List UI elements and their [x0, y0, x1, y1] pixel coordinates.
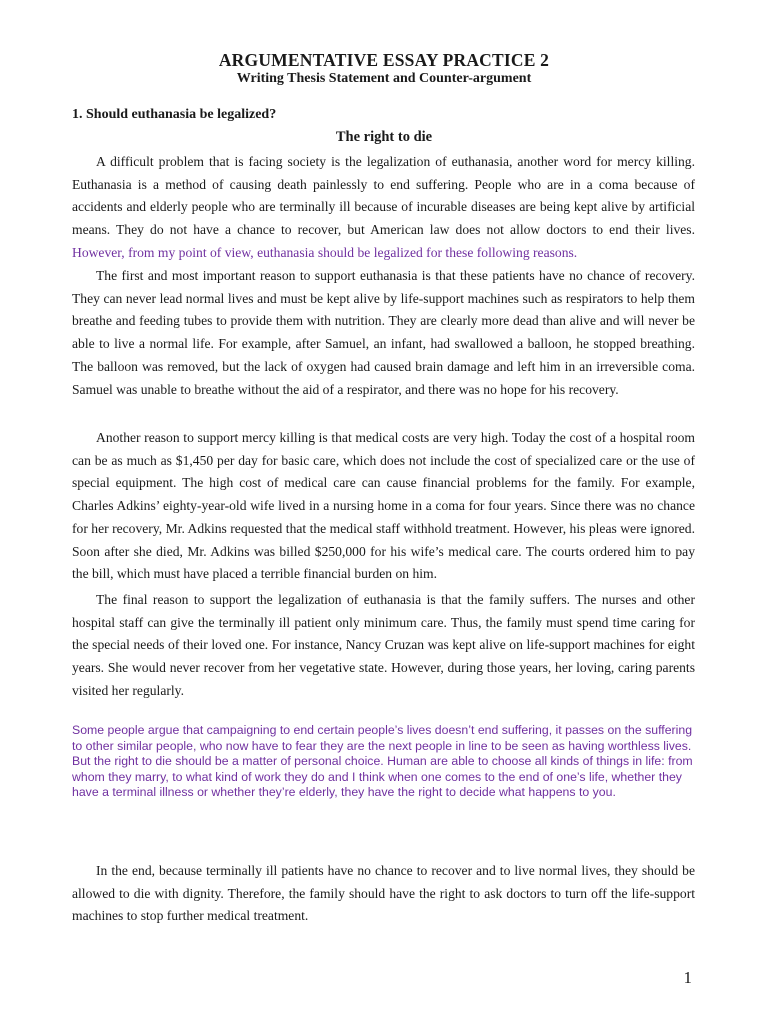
- document-subtitle: Writing Thesis Statement and Counter-argument: [236, 71, 532, 86]
- body-paragraph-3-text: The final reason to support the legalization of euthanasia is that the family suffers. The nurses and other hospital staff can give the terminally ill patient only minimum care. Thus, the family must spend time caring for the special needs of their loved one. For instance, Nancy Cruzan was kept alive on life-support machines for eight years. She would never recover from her vegetative state. However, during those years, her loving, caring parents visited her regularly.: [72, 592, 695, 698]
- body-paragraph-1: [72, 265, 695, 401]
- conclusion-text: In the end, because terminally ill patients have no chance to recover and to live normal lives, they should be allowed to die with dignity. Therefore, the family should have the right to ask doctors to turn off the life-support machines to stop further medical treatment.: [72, 863, 695, 924]
- body-paragraph-1-text: The first and most important reason to support euthanasia is that these patients have no chance of recovery. They can never lead normal lives and must be kept alive by life-support machines such as respirators to help them breathe and feeding tubes to provide them with nutrition. They are clearly more dead than alive and will never be able to live a normal life. For example, after Samuel, an infant, had swallowed a balloon, he stopped breathing. The balloon was removed, but the lack of oxygen had caused brain damage and left him in an irreversible coma. Samuel was unable to breathe without the aid of a respirator, and there was no hope for his recovery.: [72, 268, 695, 397]
- thesis-statement: However, from my point of view, euthanasia should be legalized for these following reasons.: [72, 244, 578, 260]
- document-title: ARGUMENTATIVE ESSAY PRACTICE 2: [218, 50, 550, 70]
- question-heading: 1. Should euthanasia be legalized?: [72, 107, 277, 122]
- body-paragraph-2-text: Another reason to support mercy killing is that medical costs are very high. Today the cost of a hospital room can be as much as $1,450 per day for basic care, which does not include the cost of specialized care or the use of special equipment. The high cost of medical care can cause financial problems for the family. For example, Charles Adkins’ eighty-year-old wife lived in a nursing home in a coma for four years. Since there was no chance for her recovery, Mr. Adkins requested that the medical staff withhold treatment. However, his pleas were ignored. Soon after she died, Mr. Adkins was billed $250,000 for his wife’s medical care. The courts ordered him to pay the bill, which must have placed a terrible financial burden on him.: [72, 430, 695, 582]
- counter-argument-paragraph: Some people argue that campaigning to end certain people’s lives doesn’t end suffering, it passes on the suffering to other similar people, who now have to fear they are the next people in line to be seen as having worthless lives. But the right to die should be a matter of personal choice. Human are able to choose all kinds of things in life: from whom they marry, to what kind of work they do and I think when one comes to the end of one’s life, whether they have a terminal illness or whether they’re elderly, they have the right to decide what happens to you.: [72, 723, 693, 800]
- essay-title: The right to die: [335, 129, 433, 145]
- intro-text: A difficult problem that is facing society is the legalization of euthanasia, another word for mercy killing. Euthanasia is a method of causing death painlessly to end suffering. People who are in a coma because of accidents and elderly people who are terminally ill because of incurable diseases are being kept alive by artificial means. They do not have a chance to recover, but American law does not allow doctors to end their lives.: [72, 154, 695, 238]
- intro-paragraph: [72, 151, 695, 265]
- body-paragraph-3: [72, 589, 695, 703]
- page-number: 1: [683, 968, 692, 987]
- conclusion-paragraph: [72, 860, 695, 928]
- body-paragraph-2: [72, 427, 695, 586]
